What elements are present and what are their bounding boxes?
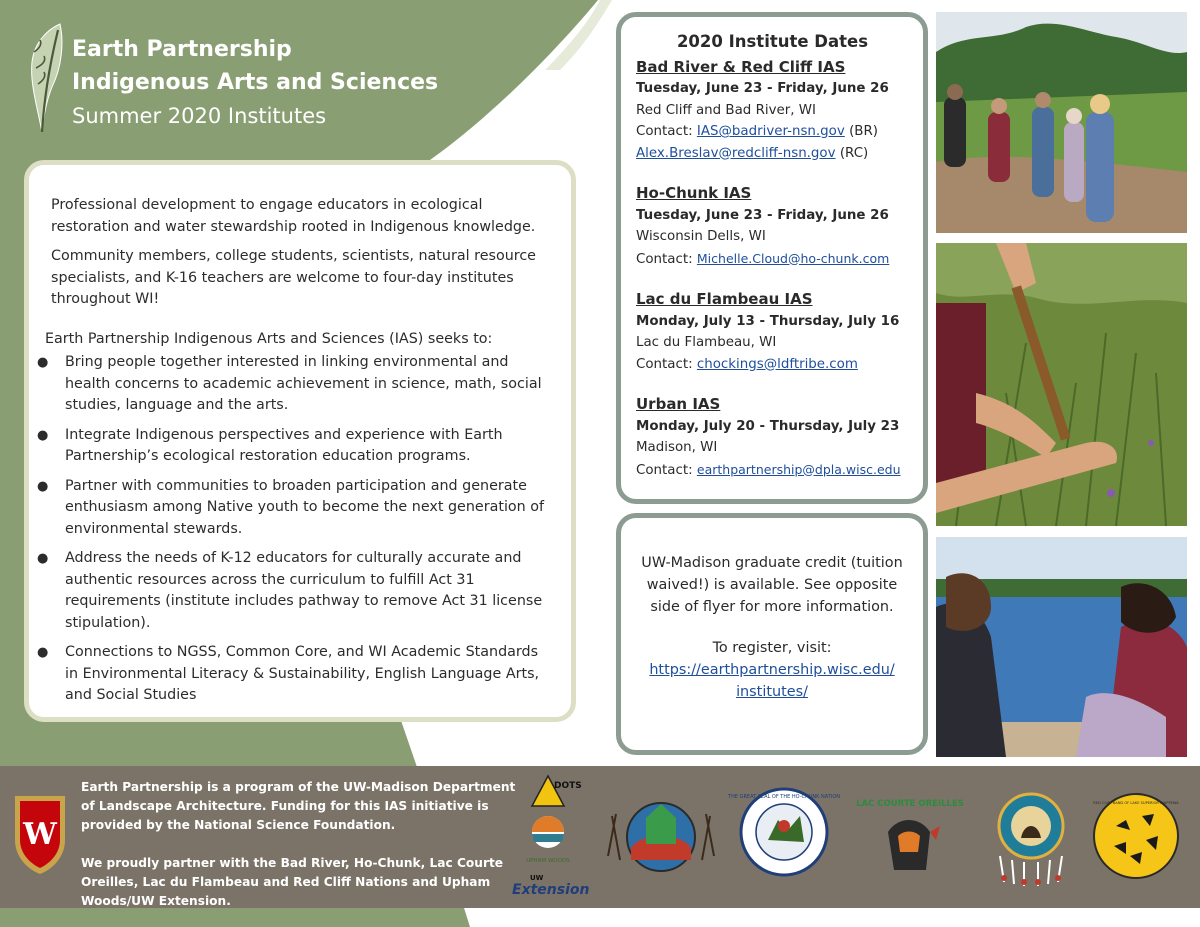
goal-item	[37, 642, 551, 707]
institute-ho-chunk	[636, 183, 909, 270]
description-paragraph-1: Professional development to engage educators in ecological restoration and water stewardship rooted in Indigenous knowledge.	[51, 197, 536, 235]
register-label: To register, visit:	[712, 640, 832, 656]
register-url-line-2[interactable]: institutes/	[736, 684, 808, 700]
photo-field-measurement-image	[936, 243, 1187, 526]
lac-courte-oreilles-logo-icon	[848, 792, 972, 882]
institute-lac-du-flambeau	[636, 289, 909, 375]
goal-text: Partner with communities to broaden participation and generate enthusiasm among Native youth to become the next generation of environmental stewards.	[65, 477, 545, 537]
contact-email-link[interactable]: IAS@badriver-nsn.gov	[696, 124, 845, 139]
institute-dates-panel	[616, 12, 928, 504]
footer-program-text: Earth Partnership is a program of the UW-Madison Department of Landscape Architecture. Funding for this IAS initiative is provided by the National Science Foundation.	[81, 780, 516, 832]
goal-text: Address the needs of K-12 educators for culturally accurate and authentic resources across the curriculum to fulfill Act 31 requirements (institute includes pathway to remove Act 31 license stipulation).	[65, 550, 543, 631]
svg-text:W: W	[23, 817, 57, 852]
title-line-1: Earth Partnership	[72, 37, 292, 62]
dots-logo-label: DOTS	[554, 781, 582, 791]
red-cliff-logo-icon	[1092, 792, 1180, 880]
institute-contact	[636, 248, 909, 271]
institute-contact	[636, 459, 909, 482]
institute-contact	[636, 354, 909, 376]
contact-email-link[interactable]: earthpartnership@dpla.wisc.edu	[696, 461, 901, 477]
seeks-intro: Earth Partnership Indigenous Arts and Sciences (IAS) seeks to:	[45, 330, 493, 347]
institute-dates: Tuesday, June 23 - Friday, June 26	[636, 207, 889, 223]
goal-item	[37, 476, 551, 541]
bad-river-logo-icon	[606, 796, 716, 878]
institute-location: Madison, WI	[636, 440, 718, 455]
institute-contact	[636, 121, 909, 143]
uw-crest-logo-icon	[11, 788, 69, 876]
credit-register-panel	[616, 513, 928, 755]
institute-name: Bad River & Red Cliff IAS	[636, 57, 846, 76]
goal-text: Connections to NGSS, Common Core, and WI Academic Standards in Environmental Literacy & Sustainability, English Language Arts, and Social Studies	[65, 644, 540, 703]
contact-label: Contact:	[636, 356, 693, 372]
bullet-icon: ●	[37, 645, 49, 660]
institute-location: Red Cliff and Bad River, WI	[636, 102, 816, 118]
register-link[interactable]	[637, 659, 907, 703]
lco-logo-text: LAC COURTE OREILLES	[856, 799, 964, 809]
contact-email-link[interactable]: chockings@ldftribe.com	[696, 356, 858, 372]
upham-woods-logo-icon	[528, 814, 568, 866]
institute-location: Wisconsin Dells, WI	[636, 229, 766, 244]
photo-lake-conversation	[936, 537, 1187, 757]
bullet-icon: ●	[37, 478, 49, 494]
institute-bad-river-red-cliff	[636, 57, 909, 165]
contact-label: Contact:	[636, 462, 693, 478]
bullet-icon: ●	[37, 551, 49, 566]
goal-item	[37, 425, 551, 468]
footer-text	[81, 778, 521, 911]
photo-lake-conversation-image	[936, 537, 1187, 757]
institute-dates: Monday, July 13 - Thursday, July 16	[636, 313, 900, 329]
register-url-line-1[interactable]: https://earthpartnership.wisc.edu/	[649, 662, 895, 678]
footer	[0, 766, 1200, 908]
uw-extension-label: Extension	[512, 882, 590, 898]
description-paragraph-2: Community members, college students, scientists, natural resource specialists, and K-16 teachers are welcome to four-day institutes throughout WI!	[51, 248, 536, 307]
bullet-icon: ●	[37, 355, 49, 370]
ho-chunk-seal-text: THE GREAT SEAL OF THE HO-CHUNK NATION	[728, 794, 840, 800]
goal-item	[37, 548, 551, 634]
goal-text: Bring people together interested in linking environmental and health concerns to academic achievement in science, math, social studies, language and the arts.	[65, 354, 542, 413]
ho-chunk-seal-icon	[728, 786, 840, 878]
goals-list	[37, 352, 551, 707]
institute-dates: Monday, July 20 - Thursday, July 23	[636, 418, 900, 434]
contact-note: (BR)	[849, 124, 879, 139]
red-cliff-logo-text: RED CLIFF BAND OF LAKE SUPERIOR CHIPPEWA	[1093, 801, 1179, 805]
institute-dates: Tuesday, June 23 - Friday, June 26	[636, 81, 889, 96]
goal-item	[37, 352, 551, 417]
institute-name: Lac du Flambeau IAS	[636, 290, 813, 308]
contact-label: Contact:	[636, 251, 693, 267]
institute-location: Lac du Flambeau, WI	[636, 335, 777, 350]
institute-contact-2	[636, 143, 909, 165]
description-panel	[24, 160, 576, 722]
photo-field-measurement	[936, 243, 1187, 526]
institute-name: Ho-Chunk IAS	[636, 184, 752, 202]
photo-group-outdoors-image	[936, 12, 1187, 233]
contact-email-link[interactable]: Michelle.Cloud@ho-chunk.com	[696, 250, 890, 266]
uw-extension-top: UW	[530, 874, 544, 882]
goal-text: Integrate Indigenous perspectives and experience with Earth Partnership’s ecological restoration education programs.	[65, 426, 503, 464]
contact-label: Contact:	[636, 124, 693, 139]
institute-urban	[636, 394, 909, 481]
footer-partners-text: We proudly partner with the Bad River, Ho-Chunk, Lac Courte Oreilles, Lac du Flambeau and Red Cliff Nations and Upham Woods/UW Extension.	[81, 856, 504, 908]
institute-name: Urban IAS	[636, 395, 721, 413]
contact-email-link[interactable]: Alex.Breslav@redcliff-nsn.gov	[636, 145, 836, 161]
title-line-2: Indigenous Arts and Sciences	[72, 70, 439, 95]
bullet-icon: ●	[37, 427, 49, 443]
lac-du-flambeau-logo-icon	[988, 786, 1074, 886]
credit-text: UW-Madison graduate credit (tuition waived!) is available. See opposite side of flyer for more information.	[641, 555, 903, 615]
title-line-3: Summer 2020 Institutes	[72, 104, 327, 128]
contact-note: (RC)	[839, 145, 869, 161]
leaf-logo-icon	[22, 22, 66, 134]
dates-title: 2020 Institute Dates	[676, 32, 869, 51]
upham-woods-label: UPHAM WOODS	[526, 858, 570, 864]
dots-logo-icon	[526, 772, 582, 810]
photo-group-outdoors	[936, 12, 1187, 233]
uw-extension-logo-icon	[508, 870, 588, 902]
header	[22, 22, 582, 142]
